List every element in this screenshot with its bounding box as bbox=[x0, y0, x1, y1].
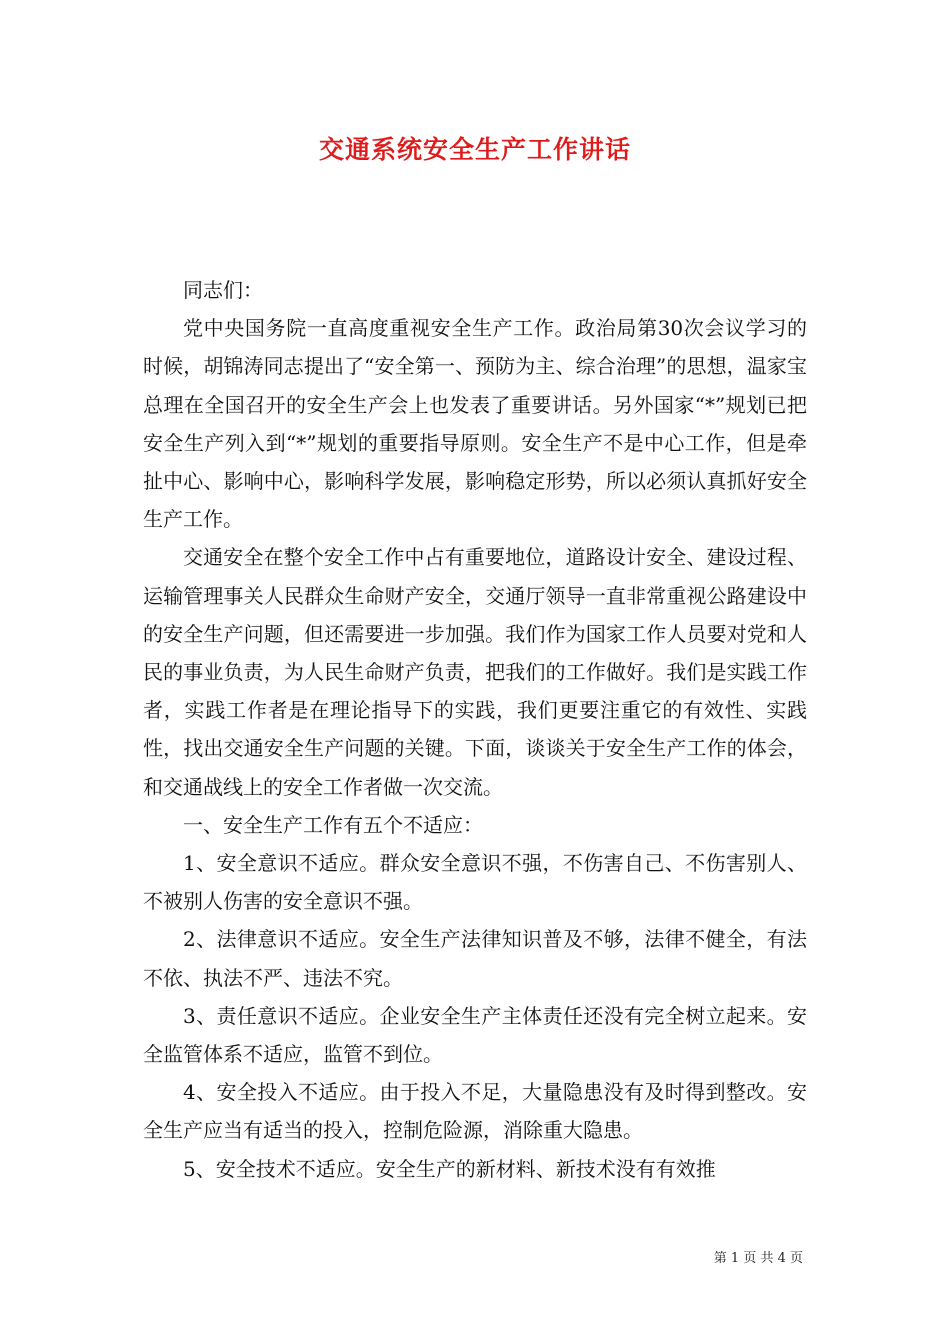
list-item: 3、责任意识不适应。企业安全生产主体责任还没有完全树立起来。安全监管体系不适应，监管不到位。 bbox=[143, 1003, 807, 1067]
list-item: 1、安全意识不适应。群众安全意识不强，不伤害自己、不伤害别人、不被别人伤害的安全意识不强。 bbox=[143, 851, 807, 914]
section-heading: 一、安全生产工作有五个不适应： bbox=[183, 812, 483, 837]
list-item: 4、安全投入不适应。由于投入不足，大量隐患没有及时得到整改。安全生产应当有适当的投入，控制危险源，消除重大隐患。 bbox=[143, 1080, 807, 1143]
document-title: 交通系统安全生产工作讲话 bbox=[318, 135, 631, 164]
document-body bbox=[143, 271, 807, 1188]
list-item: 5、安全技术不适应。安全生产的新材料、新技术没有有效推 bbox=[183, 1156, 716, 1181]
body-paragraph: 交通安全在整个安全工作中占有重要地位，道路设计安全、建设过程、运输管理事关人民群众生命财产安全，交通厅领导一直非常重视公路建设中的安全生产问题，但还需要进一步加强。我们作为国家工作人员要对党和人民的事业负责，为人民生命财产负责，把我们的工作做好。我们是实践工作者，实践工作者是在理论指导下的实践，我们更要注重它的有效性、实践性，找出交通安全生产问题的关键。下面，谈谈关于安全生产工作的体会，和交通战线上的安全工作者做一次交流。 bbox=[143, 545, 807, 799]
page-number: 第 1 页 共 4 页 bbox=[713, 1251, 803, 1266]
list-item: 2、法律意识不适应。安全生产法律知识普及不够，法律不健全，有法不依、执法不严、违法不究。 bbox=[143, 927, 807, 990]
body-paragraph: 党中央国务院一直高度重视安全生产工作。政治局第30次会议学习的时候，胡锦涛同志提出了“安全第一、预防为主、综合治理”的思想，温家宝总理在全国召开的安全生产会上也发表了重要讲话。另外国家“*”规划已把安全生产列入到“*”规划的重要指导原则。安全生产不是中心工作，但是牵扯中心、影响中心，影响科学发展，影响稳定形势，所以必须认真抓好安全生产工作。 bbox=[143, 316, 807, 532]
salutation-paragraph: 同志们： bbox=[183, 278, 263, 302]
